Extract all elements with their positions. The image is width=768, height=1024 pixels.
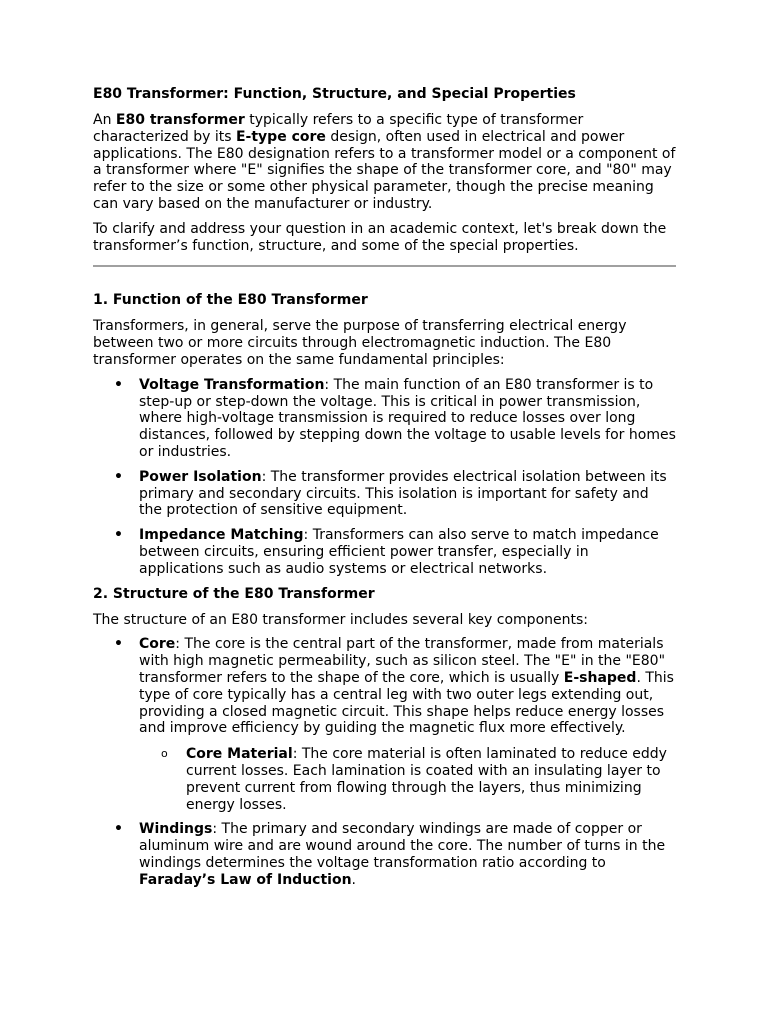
bullet-icon: • xyxy=(114,636,123,653)
list-item-windings: • Windings: The primary and secondary windings are made of copper or aluminum wire and are wound around the core. The number of turns in the windings determines the voltage transformation ratio according to Faraday’s Law of Induction. xyxy=(114,821,666,888)
list-item-text: : The transformer provides electrical isolation between its primary and secondary circuits. This isolation is important for safety and the protection of sensitive equipment. xyxy=(139,468,667,519)
e-type-core-term: E-type core xyxy=(235,128,326,145)
list-item-core: • Core: The core is the central part of the transformer, made from materials with high magnetic permeability, such as silicon steel. The "E" in the "E80" transformer refers to the shape of the core, which is usually E-shaped. This type of core typically has a central leg with two outer legs extending out, providing a closed magnetic circuit. This shape helps reduce energy losses and improve efficiency by guiding the magnetic flux more effectively. o Core Material: The core material is often laminated to reduce eddy current losses. Each lamination is coated with an insulating layer to prevent current from flowing through the layers, thus minimizing energy losses. xyxy=(93,636,676,813)
section-heading-structure: 2. Structure of the E80 Transformer xyxy=(93,585,375,602)
list-item-term: Core Material xyxy=(186,746,293,763)
structure-paragraph: The structure of an E80 transformer includes several key components: xyxy=(93,611,588,628)
bullet-icon: • xyxy=(114,527,123,544)
list-item-text: : The main function of an E80 transformer is to step-up or step-down the voltage. This is critical in power transmission, where high-voltage transmission is required to reduce losses over long distances, followed by stepping down the voltage to usable levels for homes or industries. xyxy=(139,376,676,460)
bullet-icon: • xyxy=(114,821,123,838)
document-title: E80 Transformer: Function, Structure, and Special Properties xyxy=(93,86,576,102)
list-item-term: Power Isolation xyxy=(139,468,262,485)
intro-paragraph-1: An E80 transformer typically refers to a specific type of transformer characterized by its E-type core design, often used in electrical and power applications. The E80 designation refers to a transformer model or a component of a transformer where "E" signifies the shape of the transformer core, and "80" may refer to the size or some other physical parameter, though the precise meaning can vary based on the manufacturer or industry. xyxy=(93,112,676,212)
e-shaped-term: E-shaped xyxy=(563,669,637,686)
bullet-icon: • xyxy=(114,468,123,485)
bullet-icon: • xyxy=(114,376,123,393)
list-item-term: Core xyxy=(139,636,176,653)
core-sublist xyxy=(139,746,676,813)
function-paragraph: Transformers, in general, serve the purpose of transferring electrical energy between two or more circuits through electromagnetic induction. The E80 transformer operates on the same fundamental principles: xyxy=(93,318,627,368)
list-item-text: : Transformers can also serve to match impedance between circuits, ensuring efficient power transfer, especially in applications such as audio systems or electrical networks. xyxy=(139,527,659,577)
list-item-core-material xyxy=(139,746,676,813)
e80-transformer-term: E80 transformer xyxy=(115,112,245,128)
faradays-law-term: Faraday’s Law of Induction xyxy=(139,871,352,888)
list-item-impedance-matching xyxy=(93,527,676,577)
list-item-voltage-transformation xyxy=(93,377,676,461)
list-item-term: Voltage Transformation xyxy=(139,376,325,393)
horizontal-divider xyxy=(93,265,676,267)
structure-list xyxy=(93,636,676,888)
circle-bullet-icon: o xyxy=(161,747,168,761)
intro-paragraph-2: To clarify and address your question in an academic context, let's break down the transformer’s function, structure, and some of the special properties. xyxy=(93,220,667,254)
list-item-term: Impedance Matching xyxy=(139,527,304,544)
list-item-term: Windings xyxy=(139,821,213,838)
section-heading-function: 1. Function of the E80 Transformer xyxy=(93,292,368,309)
function-list xyxy=(93,377,676,578)
list-item-text: : The core material is often laminated to reduce eddy current losses. Each lamination is coated with an insulating layer to prevent current from flowing through the layers, thus minimizing energy losses. xyxy=(186,746,667,813)
list-item-power-isolation xyxy=(93,469,676,519)
